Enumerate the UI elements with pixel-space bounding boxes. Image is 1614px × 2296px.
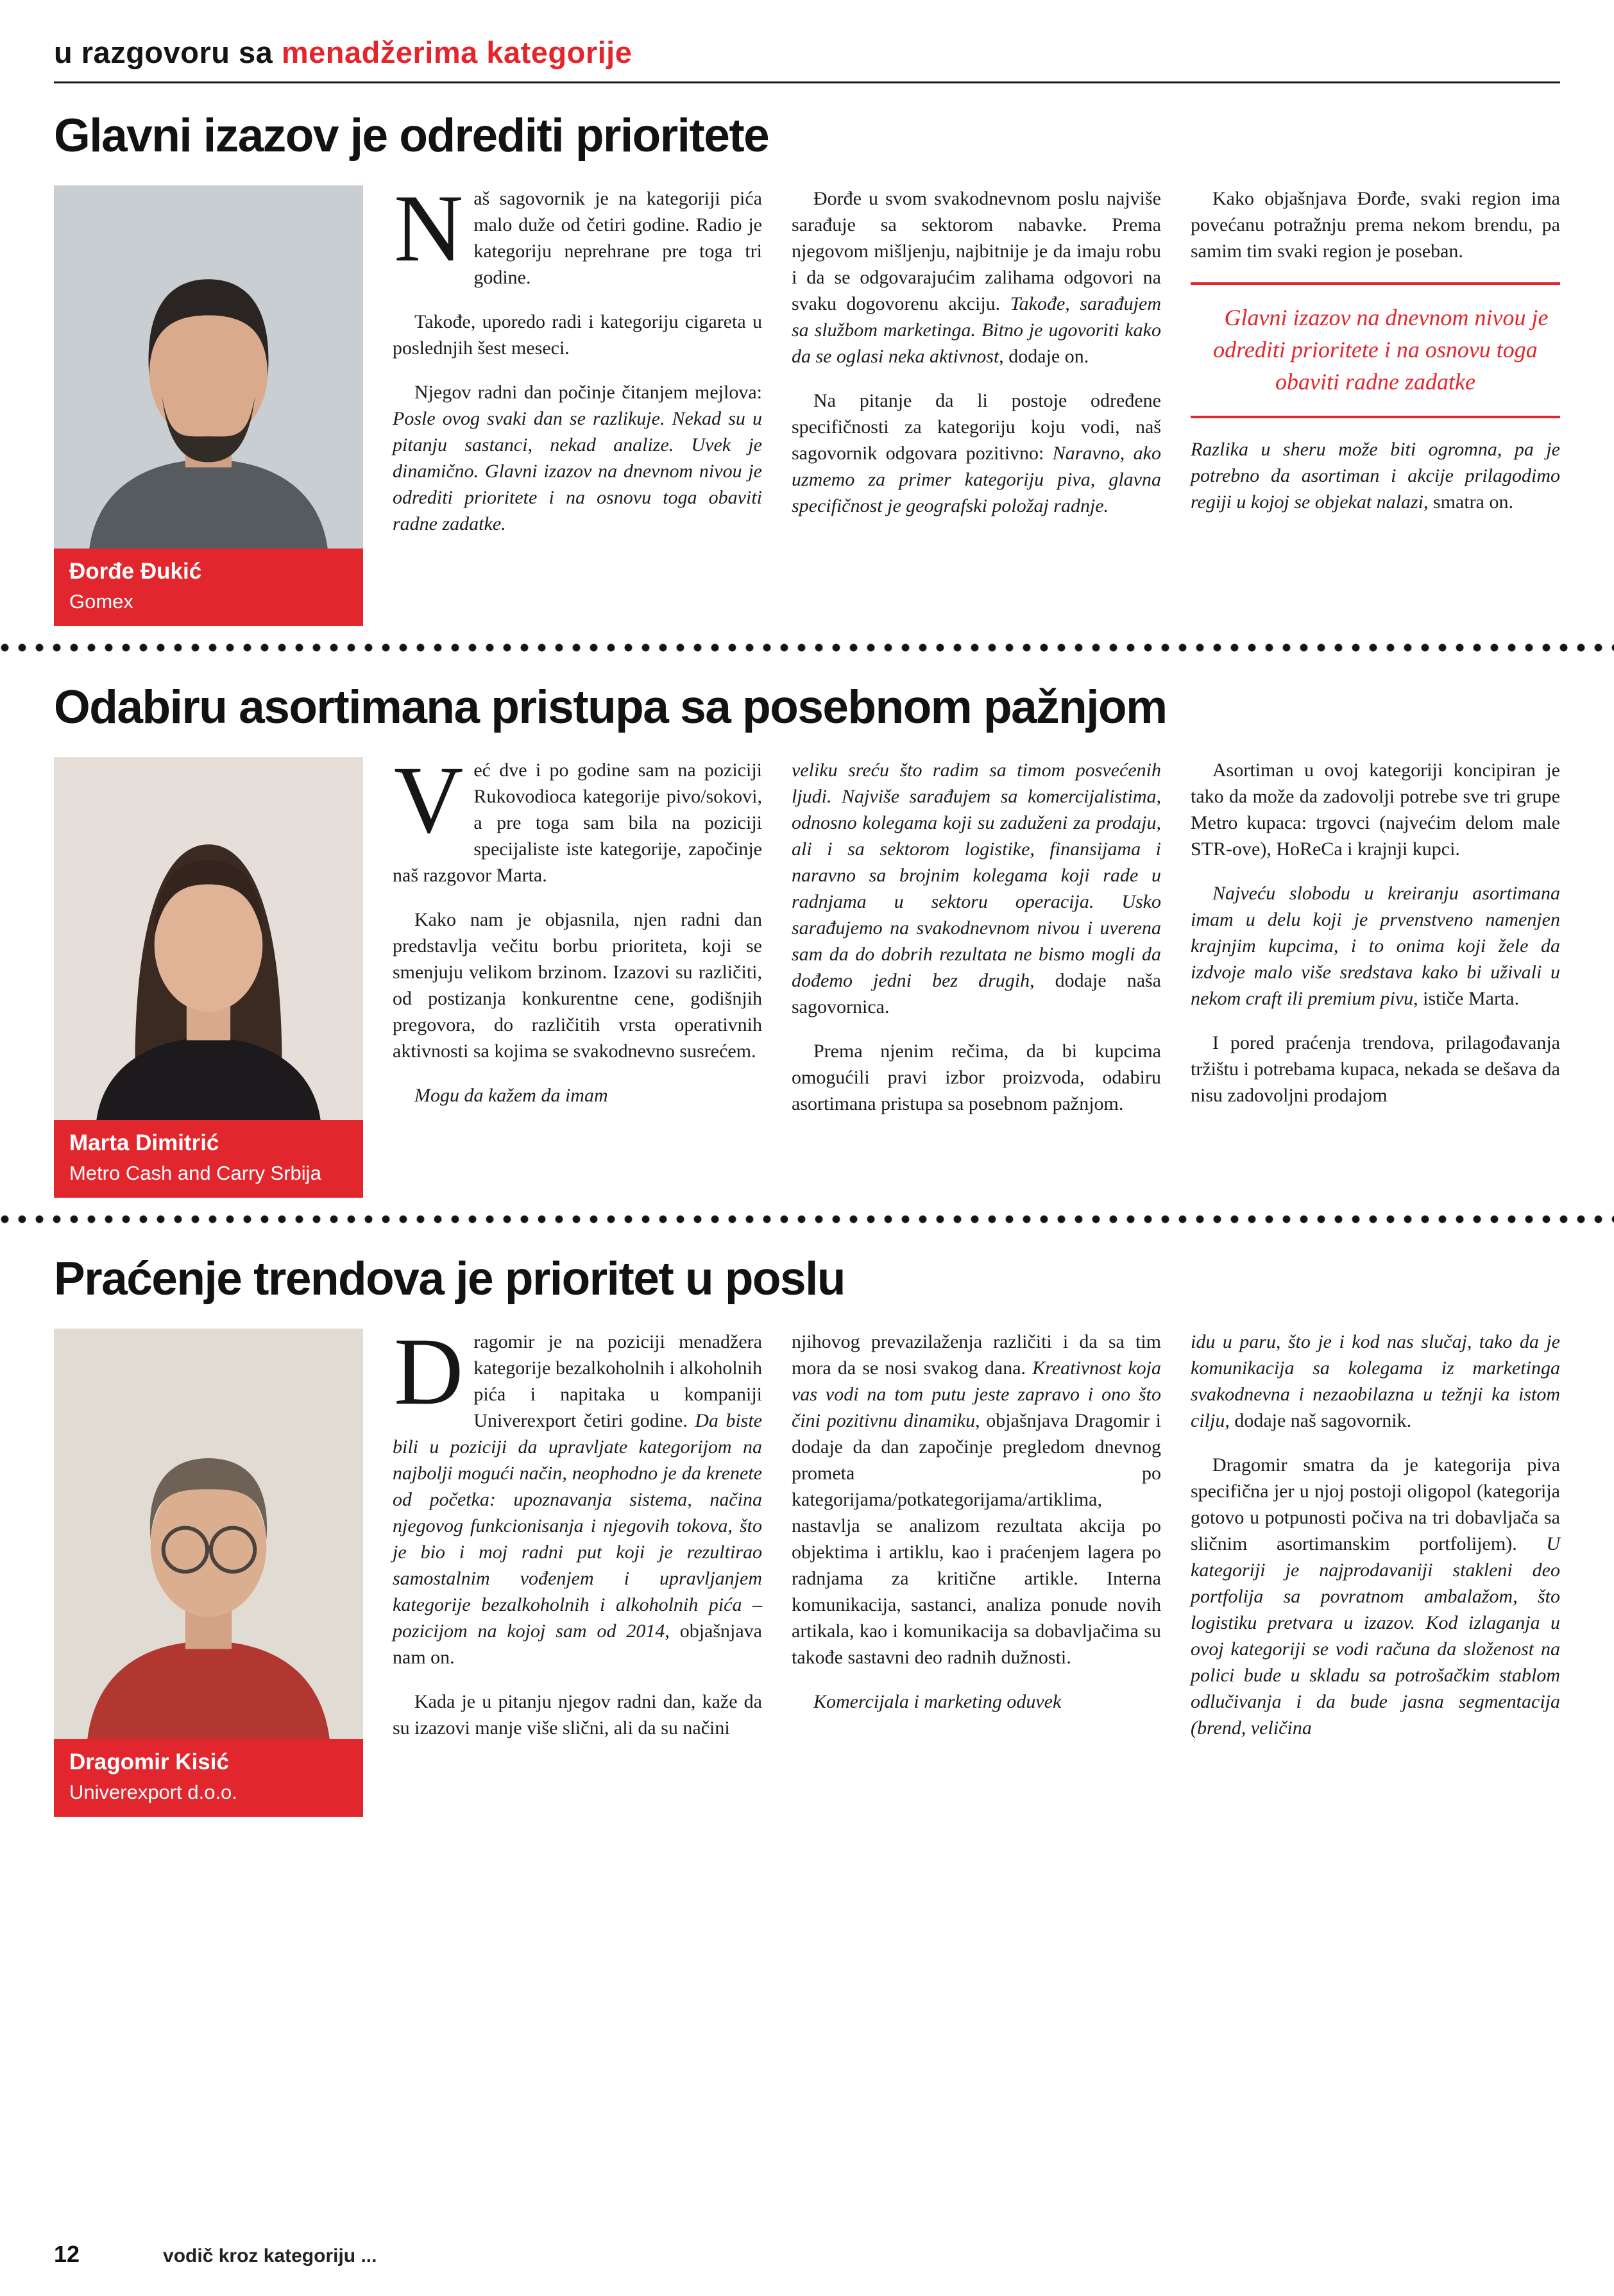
person-name: Đorđe Đukić	[69, 559, 202, 584]
paragraph: Asortiman u ovoj kategoriji koncipiran je tako da može da zadovolji potrebe sve tri grupe Metro kupaca: trgovci (najvećim delom male STR-ove), HoReCa i krajnji kupci.	[1191, 760, 1560, 860]
photo-caption	[54, 1120, 363, 1198]
paragraph: Kako nam je objasnila, njen radni dan predstavlja večitu borbu prioriteta, koji se smenjuju velikom brzinom. Izazovi su različiti, od postizanja konkurentne cene, godišnjih pregovora, do različitih vrsta operativnih aktivnosti sa kojima se svakodnevno susrećem.	[393, 909, 762, 1062]
paragraph: Na pitanje da li postoje određene specifičnosti za kategoriju koju vodi, naš sagovornik odgovara pozitivno: Naravno, ako uzmemo za primer kategoriju piva, glavna specifičnost je geografski položaj radnje.	[792, 390, 1161, 516]
portrait-photo	[54, 1329, 363, 1739]
page-footer	[54, 2224, 1560, 2268]
paragraph: I pored praćenja trendova, prilagođavanja tržištu i potrebama kupaca, nekada se dešava da nisu zadovoljni prodajom	[1191, 1032, 1560, 1106]
person-name: Marta Dimitrić	[69, 1130, 219, 1155]
paragraph: veliku sreću što radim sa timom posvećenih ljudi. Najviše sarađujem sa komercijalistima, odnosno kolegama koji su zaduženi za prodaju, ali i sa sektorom logistike, finansijama i naravno sa brojnim kolegama koji rade u radnjama u sektoru operacija. Usko sarađujemo na svakodnevnom nivou i uverena sam da do dobrih rezultata ne bismo mogli da dođemo jedni bez drugih, dodaje naša sagovornica.	[792, 760, 1161, 1017]
paragraph-text: eć dve i po godine sam na poziciji Rukovodioca kategorije pivo/sokovi, a pre toga sam bila na poziciji specijaliste iste kategorije, započinje naš razgovor Marta.	[393, 760, 762, 886]
portrait-photo	[54, 757, 363, 1120]
section-columns	[54, 1318, 1560, 1817]
text-column	[1191, 1329, 1560, 1759]
person-company: Metro Cash and Carry Srbija	[69, 1162, 321, 1184]
drop-cap: V	[394, 747, 464, 853]
person-company: Univerexport d.o.o.	[69, 1781, 237, 1803]
photo-caption	[54, 548, 363, 626]
person-silhouette	[54, 185, 363, 548]
portrait-photo	[54, 185, 363, 548]
text-column	[792, 185, 1161, 537]
paragraph: Prema njenim rečima, da bi kupcima omogućili pravi izbor proizvoda, odabiru asortimana pristupa sa posebnom pažnjom.	[792, 1041, 1161, 1114]
person-silhouette	[54, 757, 363, 1120]
paragraph: Takođe, uporedo radi i kategoriju cigareta u poslednjih šest meseci.	[393, 311, 762, 359]
person-name: Dragomir Kisić	[69, 1749, 229, 1774]
page-number: 12	[54, 2241, 80, 2267]
section-title: Glavni izazov je odrediti prioritete	[54, 110, 769, 162]
article-section-1	[54, 99, 1560, 626]
paragraph: idu u paru, što je i kod nas slučaj, tako da je komunikacija sa kolegama iz marketinga svakodnevna i nezaobilazna u težnji ka istom cilju, dodaje naš sagovornik.	[1191, 1331, 1560, 1431]
text-column	[393, 1318, 762, 1759]
text-column	[393, 747, 762, 1127]
paragraph: Kako objašnjava Đorđe, svaki region ima povećanu potražnju prema nekom brendu, pa samim tim svaki region je poseban.	[1191, 188, 1560, 262]
text-column	[792, 757, 1161, 1135]
section-columns	[54, 175, 1560, 626]
text-column	[1191, 185, 1560, 533]
paragraph: Dragomir smatra da je kategorija piva specifična jer u njoj postoji oligopol (kategorija gotovo u potpunosti počiva na tri dobavljača sa sličnim asortimanskim portfolijem). U kategoriji je najprodavaniji stakleni deo portfolija sa povratnom ambalažom, što logistiku pretvara u izazov. Kod izlaganja u ovoj kategoriji se vodi računa da složenost na polici bude u skladu sa potrošačkim stablom odlučivanja i da bude jasna segmentacija (brend, veličina	[1191, 1454, 1560, 1739]
paragraph	[393, 1318, 762, 1671]
paragraph: Njegov radni dan počinje čitanjem mejlova: Posle ovog svaki dan se razlikuje. Nekad su u pitanju sastanci, nekad analize. Uvek je dinamično. Glavni izazov na dnevnom nivou je odrediti prioritete i na osnovu toga obaviti radne zadatke.	[393, 382, 762, 534]
article-section-3	[54, 1242, 1560, 1817]
paragraph	[393, 175, 762, 291]
article-section-2	[54, 670, 1560, 1198]
paragraph: Komercijala i marketing oduvek	[813, 1691, 1062, 1712]
kicker-black-text: u razgovoru sa	[54, 35, 273, 69]
portrait-figure	[54, 185, 363, 626]
portrait-figure	[54, 757, 363, 1198]
kicker-red-text: menadžerima kategorije	[281, 35, 633, 69]
person-company: Gomex	[69, 590, 133, 613]
page-kicker	[54, 35, 1560, 70]
section-title: Odabiru asortimana pristupa sa posebnom pažnjom	[54, 681, 1167, 733]
drop-cap: N	[394, 175, 464, 282]
paragraph-text: aš sagovornik je na kategoriji pića malo duže od četiri godine. Radio je kategoriju neprehrane pre toga tri godine.	[473, 188, 762, 288]
paragraph-text: ragomir je na poziciji menadžera kategorije bezalkoholnih i alkoholnih pića i napitaka u kompaniji Univerexport četiri godine. Da biste bili u poziciji da upravljate kategorijom na najbolji mogući način, neophodno je da krenete od početka: upoznavanja sistema, načina njegovog funkcionisanja i njegovih tokova, što je bio i moj radni put koji je rezultirao samostalnim vođenjem i upravljanjem kategorije bezalkoholnih i alkoholnih pića – pozicijom na kojoj sam od 2014, objašnjava nam on.	[393, 1331, 762, 1668]
paragraph: Mogu da kažem da imam	[414, 1085, 608, 1106]
photo-caption	[54, 1739, 363, 1817]
text-column	[393, 175, 762, 555]
pull-quote: Glavni izazov na dnevnom nivou je odrediti prioritete i na osnovu toga obaviti radne zadatke	[1191, 282, 1560, 418]
text-column	[1191, 757, 1560, 1127]
paragraph: Najveću slobodu u kreiranju asortimana imam u delu koji je prvenstveno namenjen krajnjim kupcima, i to onima koji žele da izdvoje malo više sredstava kako bi uživali u nekom craft ili premium pivu, ističe Marta.	[1191, 883, 1560, 1009]
section-columns	[54, 747, 1560, 1198]
paragraph: njihovog prevazilaženja različiti i da sa tim mora da se nosi svakog dana. Kreativnost koja vas vodi na tom putu jeste zapravo i ono što čini pozitivnu dinamiku, objašnjava Dragomir i dodaje da dan započinje pregledom dnevnog prometa po kategorijama/potkategorijama/artiklima, nastavlja se analizom rezultata akcija po objektima i artiklu, kao i praćenjem lagera po radnjama za kritične artikle. Interna komunikacija, sastanci, analiza ponude novih artikala, kao i komunikacija sa dobavljačima su takođe sastavni deo radnih dužnosti.	[792, 1331, 1161, 1668]
text-column	[792, 1329, 1161, 1733]
paragraph	[393, 747, 762, 889]
paragraph: Đorđe u svom svakodnevnom poslu najviše sarađuje sa sektorom nabavke. Prema njegovom mišljenju, najbitnije je da imaju robu i da se odgovarajućim zalihama odgovori na svaku dogovorenu akciju. Takođe, sarađujem sa službom marketinga. Bitno je ugovoriti kako da se oglasi neka aktivnost, dodaje on.	[792, 188, 1161, 367]
footer-text: vodič kroz kategoriju ...	[163, 2245, 377, 2266]
paragraph: Razlika u sheru može biti ogromna, pa je potrebno da asortiman i akcije prilagodimo regiji u kojoj se objekat nalazi, smatra on.	[1191, 439, 1560, 513]
drop-cap: D	[394, 1318, 464, 1425]
header-rule	[54, 81, 1560, 83]
paragraph: Kada je u pitanju njegov radni dan, kaže da su izazovi manje više slični, ali da su načini	[393, 1691, 762, 1739]
person-silhouette	[54, 1329, 363, 1739]
dotted-separator	[0, 643, 1614, 652]
portrait-figure	[54, 1329, 363, 1817]
section-title: Praćenje trendova je prioritet u poslu	[54, 1253, 845, 1305]
dotted-separator	[0, 1214, 1614, 1224]
